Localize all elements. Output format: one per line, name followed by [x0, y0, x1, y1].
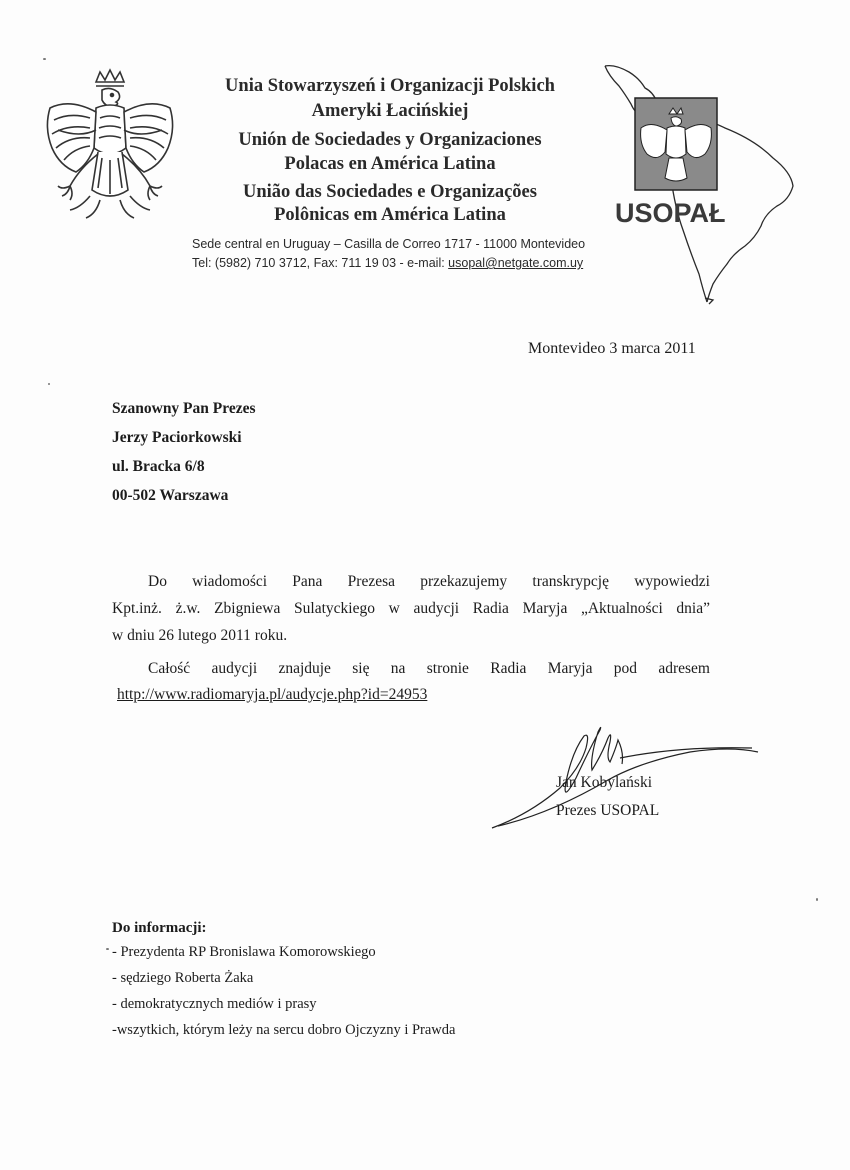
header-portuguese-line-2: Polônicas em América Latina — [274, 205, 506, 225]
body-line: Do wiadomości Pana Prezesa przekazujemy transkrypcję wypowiedzi — [148, 573, 710, 590]
signature-title: Prezes USOPAL — [556, 802, 660, 819]
info-item: - demokratycznych mediów i prasy — [112, 996, 317, 1012]
scan-speck — [48, 383, 50, 385]
contact-address: Sede central en Uruguay – Casilla de Correo 1717 - 11000 Montevideo — [192, 237, 586, 251]
contact-phone-fax: Tel: (5982) 710 3712, Fax: 711 19 03 - e-mail: — [192, 256, 449, 270]
radio-maryja-url-link[interactable]: http://www.radiomaryja.pl/audycje.php?id=24953 — [117, 686, 428, 703]
contact-phone-email — [192, 256, 583, 270]
polish-eagle-emblem-icon — [40, 68, 180, 238]
recipient-line: Jerzy Paciorkowski — [112, 429, 242, 446]
recipient-line: ul. Bracka 6/8 — [112, 458, 205, 475]
body-paragraph-1 — [112, 568, 710, 649]
letter-date: Montevideo 3 marca 2011 — [528, 340, 696, 357]
header-portuguese-line-1: União das Sociedades e Organizações — [243, 182, 537, 202]
header-spanish-line-2: Polacas en América Latina — [284, 154, 496, 174]
scan-speck — [43, 58, 46, 60]
info-heading: Do informacji: — [112, 920, 207, 936]
info-item: -wszytkich, którym leży na sercu dobro Ojczyzny i Prawda — [112, 1022, 456, 1038]
body-line: Kpt.inż. ż.w. Zbigniewa Sulatyckiego w audycji Radia Maryja „Aktualności dnia” — [112, 600, 710, 617]
header-polish-line-2: Ameryki Łacińskiej — [311, 101, 469, 121]
header-polish-line-1: Unia Stowarzyszeń i Organizacji Polskich — [225, 76, 555, 96]
header-spanish-line-1: Unión de Sociedades y Organizaciones — [238, 130, 542, 150]
info-item: - sędziego Roberta Żaka — [112, 970, 254, 986]
scan-speck — [106, 948, 109, 950]
usopal-map-logo — [595, 58, 800, 308]
usopal-logo-text: USOPAŁ — [615, 198, 726, 228]
body-line: Całość audycji znajduje się na stronie Radia Maryja pod adresem — [148, 660, 710, 677]
recipient-line: Szanowny Pan Prezes — [112, 400, 256, 417]
body-line: w dniu 26 lutego 2011 roku. — [112, 627, 288, 644]
recipient-line: 00-502 Warszawa — [112, 487, 229, 504]
contact-email-link[interactable]: usopal@netgate.com.uy — [448, 256, 584, 270]
body-paragraph-2 — [112, 655, 710, 682]
scan-speck — [816, 898, 818, 901]
signature-name: Jan Kobylański — [556, 774, 653, 791]
info-item: - Prezydenta RP Bronislawa Komorowskiego — [112, 944, 376, 960]
